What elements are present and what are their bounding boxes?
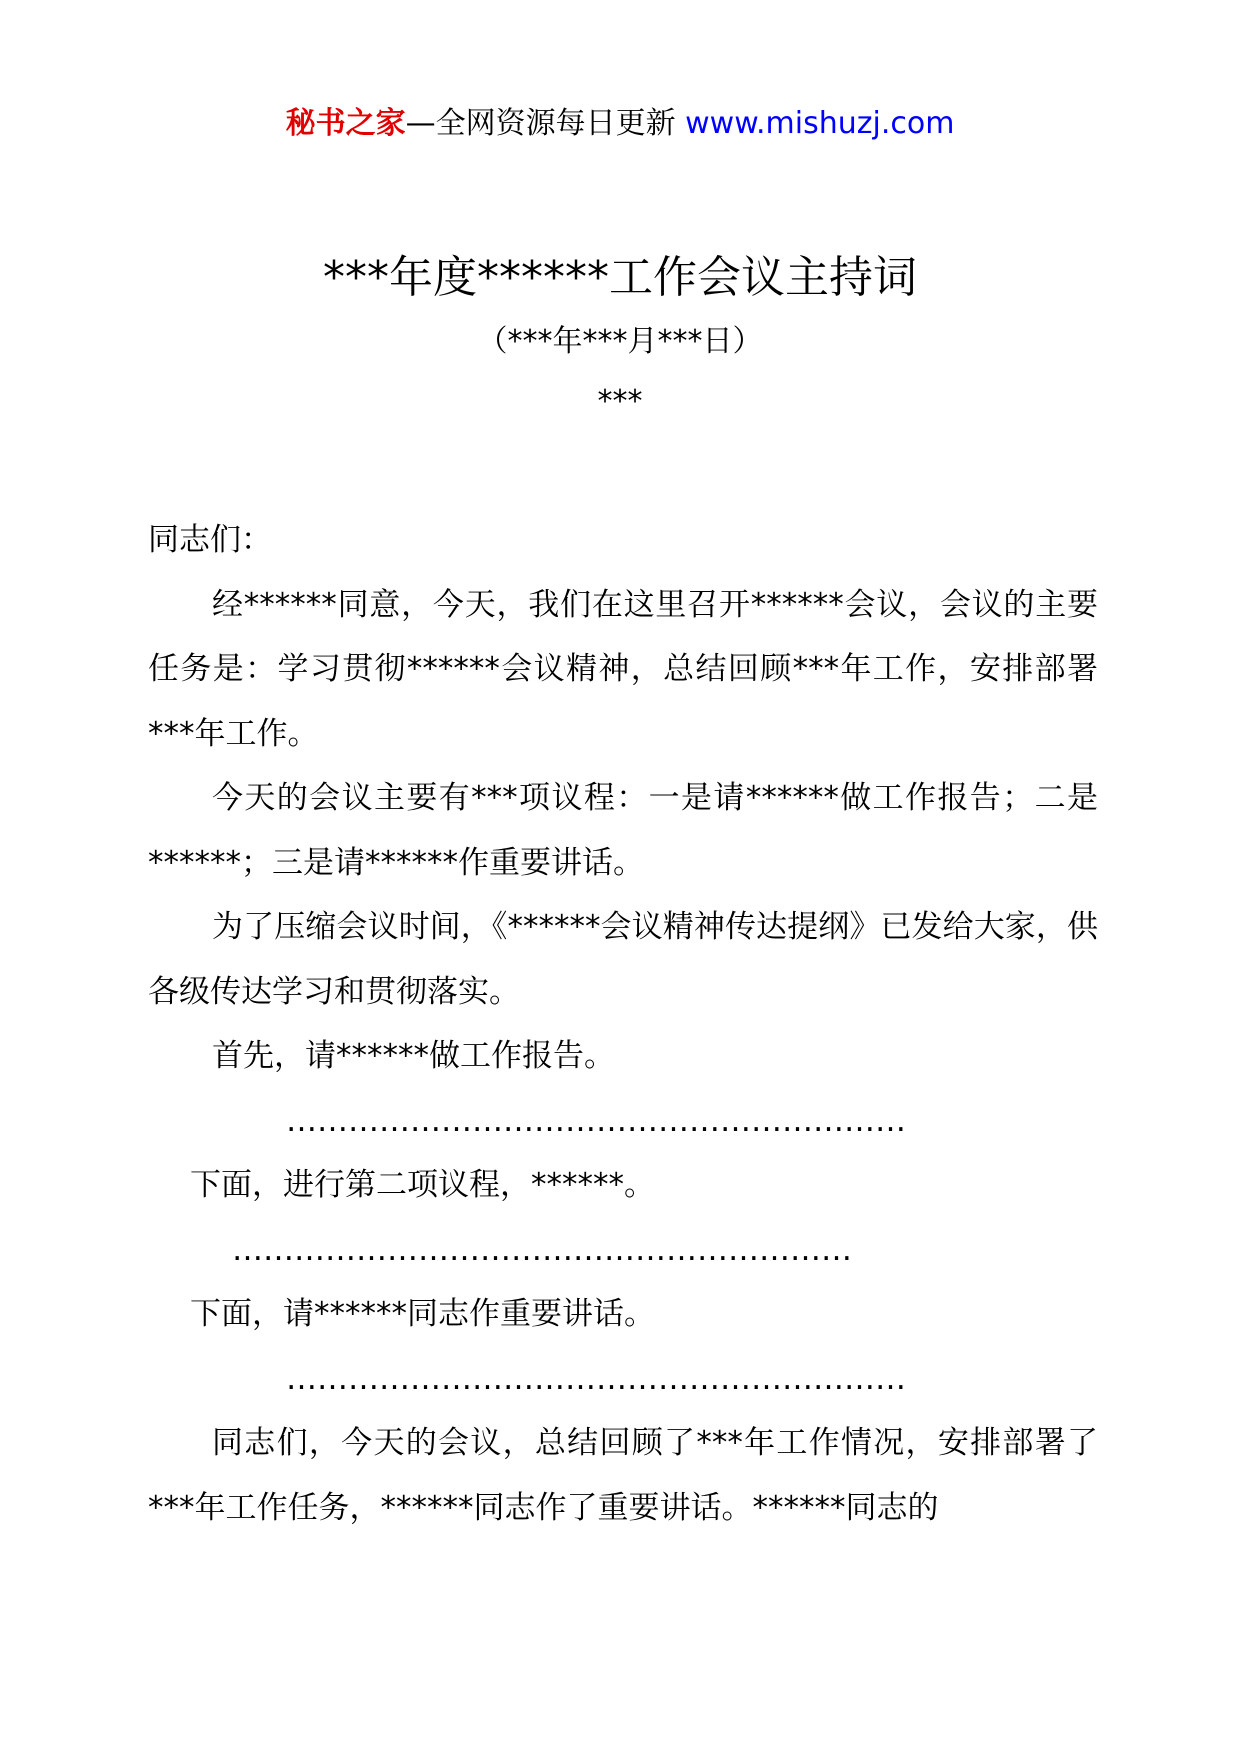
document-body: [148, 508, 1098, 1540]
paragraph: 同志们，今天的会议，总结回顾了***年工作情况，安排部署了***年工作任务，******同志作了重要讲话。******同志的: [148, 1425, 1098, 1526]
paragraph: 下面，进行第二项议程，******。: [190, 1167, 655, 1203]
paragraph: 下面，请******同志作重要讲话。: [190, 1296, 655, 1332]
document-date: （***年***月***日）: [477, 324, 763, 359]
paragraph: 经******同意，今天，我们在这里召开******会议，会议的主要任务是：学习贯彻******会议精神，总结回顾***年工作，安排部署***年工作。: [148, 586, 1098, 752]
salutation: 同志们：: [148, 522, 272, 558]
ellipsis-separator: ……………………………………………………: [286, 1360, 906, 1397]
paragraph: 今天的会议主要有***项议程：一是请******做工作报告；二是******；三是请******作重要讲话。: [148, 780, 1098, 881]
document-title: ***年度******工作会议主持词: [323, 252, 917, 303]
site-header: [0, 98, 1240, 150]
site-brand: 秘书之家: [285, 106, 406, 141]
paragraph: 首先，请******做工作报告。: [212, 1038, 615, 1074]
document-author: ***: [597, 384, 643, 419]
site-url-link[interactable]: www.mishuzj.com: [685, 106, 955, 141]
ellipsis-separator: ……………………………………………………: [286, 1102, 906, 1139]
ellipsis-separator: ……………………………………………………: [232, 1231, 852, 1268]
site-slogan: —全网资源每日更新: [405, 106, 686, 141]
paragraph: 为了压缩会议时间，《******会议精神传达提纲》已发给大家，供各级传达学习和贯彻落实。: [148, 909, 1098, 1010]
